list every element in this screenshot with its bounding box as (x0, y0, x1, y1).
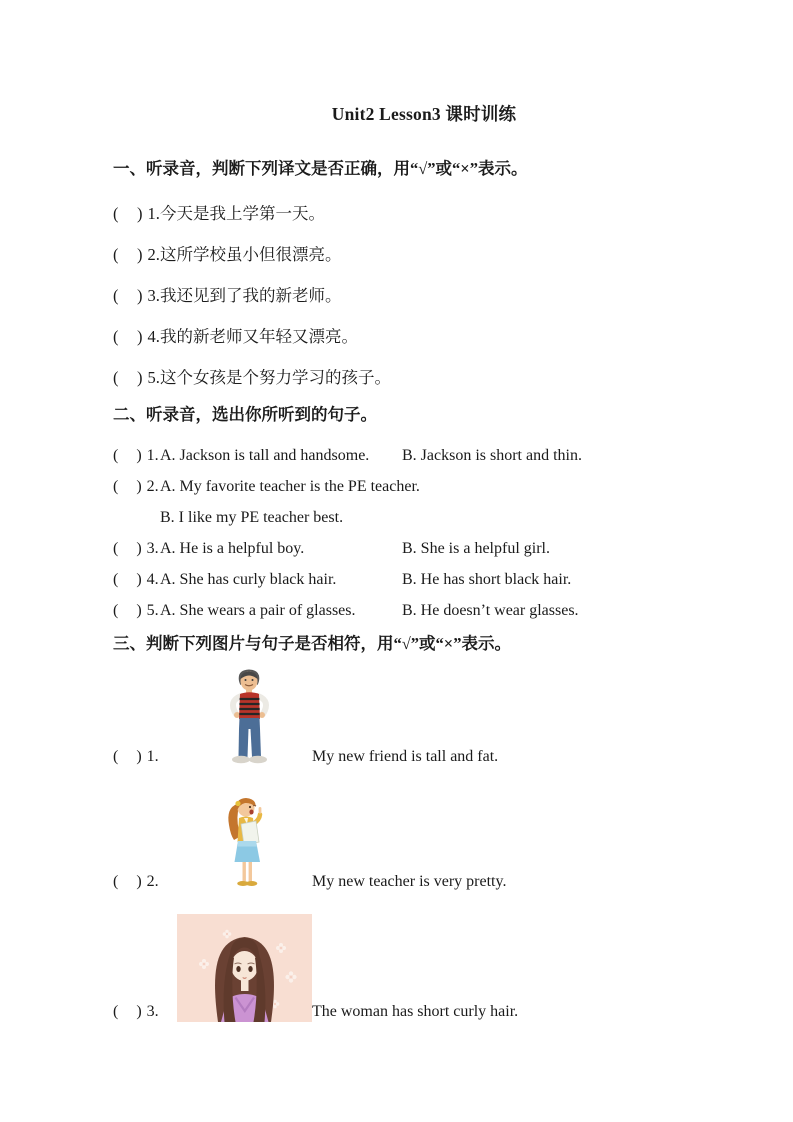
section2-item (113, 538, 735, 559)
item-number: 1. (147, 204, 160, 223)
option-a: A. She wears a pair of glasses. (160, 602, 356, 619)
answer-bracket: ( ) (113, 368, 144, 387)
item-number: 2. (146, 478, 159, 495)
section1-item (113, 244, 735, 265)
item-text: 这个女孩是个努力学习的孩子。 (160, 368, 391, 387)
section1-item (113, 326, 735, 347)
answer-bracket: ( ) (113, 447, 143, 464)
page-title: Unit2 Lesson3 课时训练 (331, 104, 517, 124)
item-text: 这所学校虽小但很漂亮。 (160, 245, 342, 264)
section-1-heading: 一、听录音，判断下列译文是否正确，用“√”或“×”表示。 (113, 159, 528, 178)
section1-item (113, 203, 735, 224)
item-number: 3. (147, 286, 160, 305)
option-a: A. He is a helpful boy. (160, 540, 305, 557)
item-number: 2. (146, 873, 159, 890)
cartoon-teacher-image (217, 794, 277, 892)
option-a: A. She has curly black hair. (160, 571, 337, 588)
item-number: 5. (147, 368, 160, 387)
option-b: B. She is a helpful girl. (402, 540, 550, 557)
item-number: 1. (146, 447, 159, 464)
item-number: 3. (146, 540, 159, 557)
item-number: 1. (146, 748, 159, 765)
item-text: 今天是我上学第一天。 (160, 204, 325, 223)
answer-bracket: ( ) (113, 327, 144, 346)
option-b: B. He doesn’t wear glasses. (402, 602, 579, 619)
answer-bracket: ( ) (113, 602, 143, 619)
section3-item (113, 667, 735, 767)
answer-bracket: ( ) (113, 286, 144, 305)
section1-item (113, 285, 735, 306)
section-3-heading: 三、判断下列图片与句子是否相符，用“√”或“×”表示。 (113, 634, 511, 653)
item-text: 我还见到了我的新老师。 (160, 286, 342, 305)
option-b: B. I like my PE teacher best. (160, 509, 344, 526)
section3-item (113, 914, 735, 1022)
answer-bracket: ( ) (113, 748, 143, 765)
cartoon-boy-image (217, 667, 282, 767)
anime-woman-image (177, 914, 312, 1022)
item-number: 4. (146, 571, 159, 588)
item-sentence: The woman has short curly hair. (312, 1003, 519, 1020)
item-number: 3. (146, 1003, 159, 1020)
section2-item (113, 476, 735, 497)
item-text: 我的新老师又年轻又漂亮。 (160, 327, 358, 346)
item-sentence: My new friend is tall and fat. (312, 748, 499, 765)
option-a: A. Jackson is tall and handsome. (160, 447, 370, 464)
answer-bracket: ( ) (113, 204, 144, 223)
item-sentence: My new teacher is very pretty. (312, 873, 507, 890)
item-number: 2. (147, 245, 160, 264)
section2-item (113, 569, 735, 590)
option-b: B. Jackson is short and thin. (402, 447, 582, 464)
answer-bracket: ( ) (113, 478, 143, 495)
answer-bracket: ( ) (113, 1003, 143, 1020)
answer-bracket: ( ) (113, 245, 144, 264)
answer-bracket: ( ) (113, 571, 143, 588)
answer-bracket: ( ) (113, 873, 143, 890)
section-2-heading: 二、听录音，选出你所听到的句子。 (113, 405, 377, 424)
section1-item (113, 367, 735, 388)
section2-item (113, 445, 735, 466)
answer-bracket: ( ) (113, 540, 143, 557)
section2-item (113, 600, 735, 621)
option-b: B. He has short black hair. (402, 571, 572, 588)
section3-item (113, 794, 735, 892)
item-number: 4. (147, 327, 160, 346)
item-number: 5. (146, 602, 159, 619)
option-a: A. My favorite teacher is the PE teacher. (160, 478, 420, 495)
